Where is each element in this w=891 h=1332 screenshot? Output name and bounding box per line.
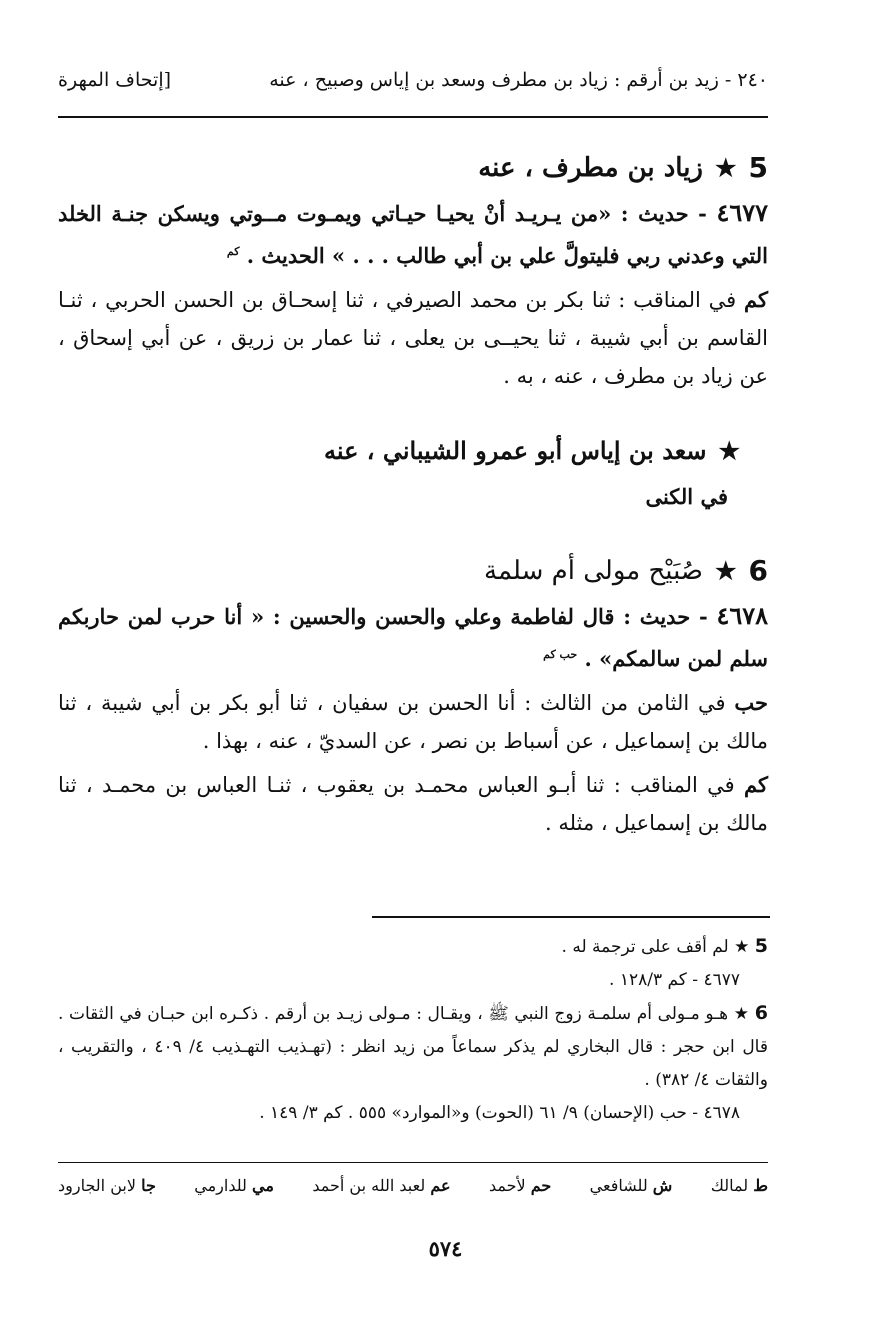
isnad-paragraph <box>58 766 768 842</box>
star-icon: ★ <box>734 937 750 957</box>
section-number: 5 <box>748 151 768 184</box>
footnote-5 <box>58 930 768 964</box>
abbreviation-item: جا لابن الجارود <box>58 1176 156 1195</box>
hadith-text: - حديث : «من يـريـد أنْ يحيـا حيـاتي ويمـوت مــوتي ويسكن جنـة الخلد التي وعدني ربي فليتولَّ علي بن أبي طالب . . . » الحديث . <box>58 201 768 268</box>
footnote-ref: ٤٦٧٨ - حب (الإحسان) ٩/ ٦١ (الحوت) و«الموارد» ٥٥٥ . كم ٣/ ١٤٩ . <box>259 1103 740 1123</box>
section-title: صُبَيْح مولى أم سلمة <box>484 556 703 586</box>
isnad-text: في المناقب : ثنا أبـو العباس محمـد بن يعقوب ، ثنـا العباس بن محمـد ، ثنا مالك بن إسماعيل ، مثله . <box>58 773 768 835</box>
abbreviation-item: حم لأحمد <box>488 1176 552 1195</box>
star-icon: ★ <box>715 153 737 182</box>
marginal-code: كم <box>226 245 240 258</box>
abbreviation-item: ش للشافعي <box>589 1176 673 1195</box>
hadith-number: ٤٦٧٧ <box>716 198 769 227</box>
header-rule <box>58 116 768 118</box>
footnotes <box>58 930 768 1130</box>
isnad-paragraph <box>58 684 768 760</box>
abbreviation-item: ط لمالك <box>710 1176 768 1195</box>
abbreviation-item: عم لعبد الله بن أحمد <box>312 1176 451 1195</box>
hadith-text: - حديث : قال لفاطمة وعلي والحسن والحسين : « أنا حرب لمن حاربكم سلم لمن سالمكم» . <box>58 604 768 671</box>
section-subayh <box>58 551 768 842</box>
footnote-6 <box>58 997 768 1097</box>
hadith-4677 <box>58 194 768 275</box>
section-ziyad <box>58 148 768 395</box>
subsection-saad <box>58 431 768 471</box>
abbreviation-item: مي للدارمي <box>194 1176 274 1195</box>
footnote-number: 6 <box>754 1002 769 1024</box>
section-heading <box>58 551 768 591</box>
marginal-code: حب كم <box>543 648 578 661</box>
star-icon: ★ <box>718 436 740 465</box>
footnote-ref: ٤٦٧٧ - كم ١٢٨/٣ . <box>609 970 740 990</box>
page-number: ٥٧٤ <box>428 1236 463 1261</box>
source-code: كم <box>744 287 768 312</box>
page-body <box>58 60 768 842</box>
abbreviation-key <box>58 1176 768 1195</box>
source-code: كم <box>744 772 768 797</box>
header-title: ٢٤٠ - زيد بن أرقم : زياد بن مطرف وسعد بن إياس وصبيح ، عنه <box>269 69 768 91</box>
section-number: 6 <box>748 554 768 587</box>
header-book-title: [إتحاف المهرة <box>58 69 172 91</box>
isnad-text: في المناقب : ثنا بكر بن محمد الصيرفي ، ثنا إسحـاق بن الحسن الحربي ، ثنـا القاسم بن أبي شيبة ، ثنا يحيــى بن يعلى ، ثنا عمار بن زريق ، عن أبي إسحاق ، عن زياد بن مطرف ، عنه ، به . <box>58 288 768 388</box>
star-icon: ★ <box>715 556 737 585</box>
running-header <box>58 60 768 100</box>
section-heading <box>58 148 768 188</box>
footnote-text: هـو مـولى أم سلمـة زوج النبي ﷺ ، ويقـال : مـولى زيـد بن أرقم . ذكـره ابن حبـان في الثقات . قال ابن حجر : قال البخاري لم يذكر سماعاً من زيد انظر : (تهـذيب التهـذيب ٤/ ٤٠٩ ، والتقريب ، والثقات ٤/ ٣٨٢) . <box>58 1004 768 1090</box>
footnote-rule <box>372 916 770 918</box>
isnad-text: في الثامن من الثالث : أنا الحسن بن سفيان ، ثنا أبو بكر بن أبي شيبة ، ثنا مالك بن إسماعيل ، عن أسباط بن نصر ، عن السديّ ، عنه ، بهذا . <box>58 691 768 753</box>
hadith-4678 <box>58 597 768 678</box>
hadith-number: ٤٦٧٨ <box>716 601 769 630</box>
source-code: حب <box>734 690 768 715</box>
subsection-title: سعد بن إياس أبو عمرو الشيباني ، عنه <box>323 436 707 465</box>
abbreviation-rule <box>58 1162 768 1163</box>
footnote-text: لم أقف على ترجمة له . <box>561 937 729 957</box>
section-title: زياد بن مطرف ، عنه <box>478 153 703 183</box>
footnote-number: 5 <box>754 935 768 957</box>
isnad-paragraph <box>58 281 768 395</box>
star-icon: ★ <box>733 1004 750 1024</box>
subsection-note: في الكنى <box>645 484 728 509</box>
